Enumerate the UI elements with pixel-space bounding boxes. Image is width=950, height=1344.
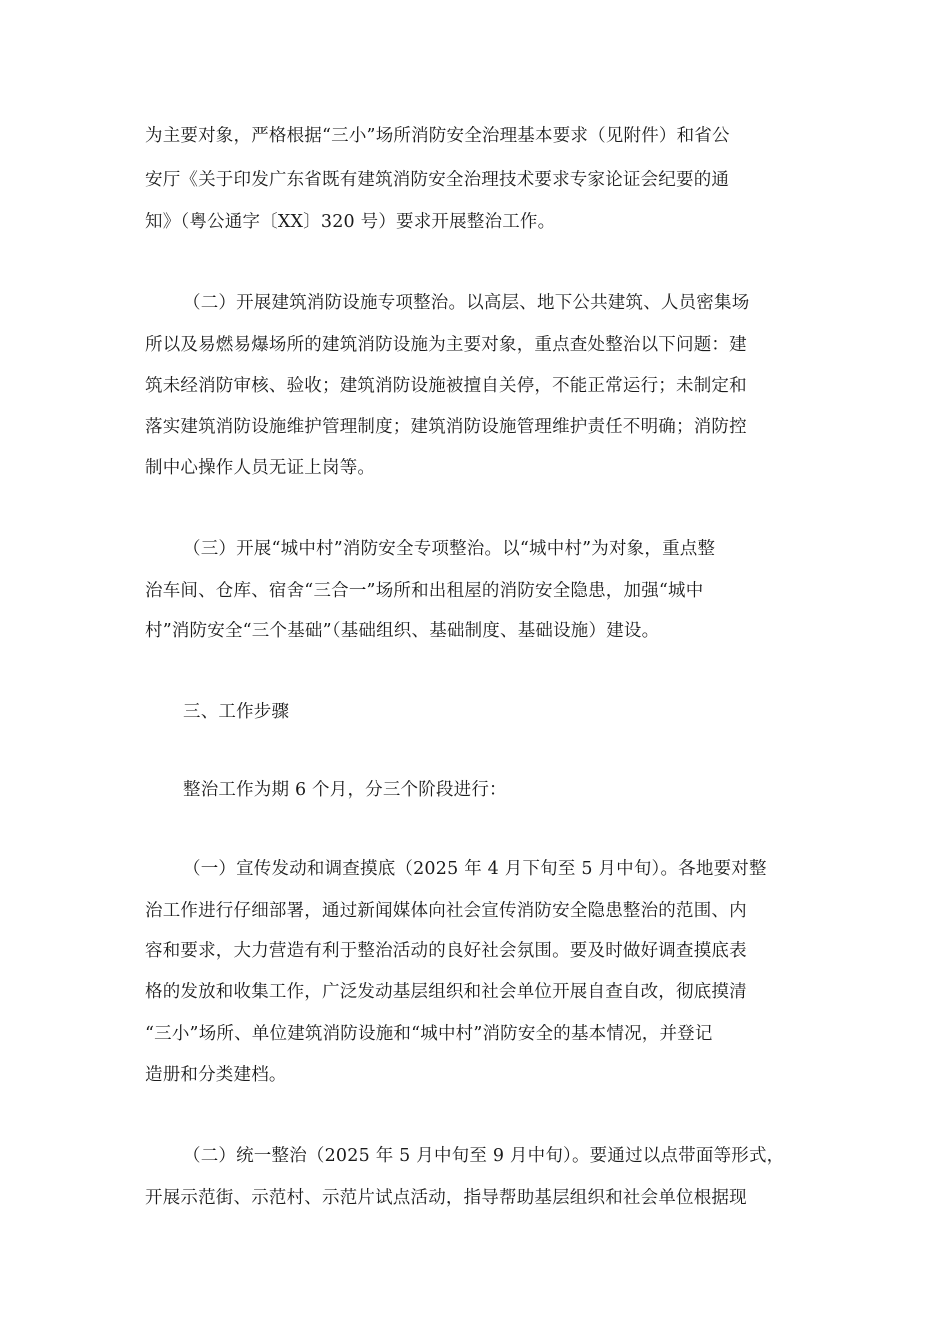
text-line: 知》（粤公通字〔XX〕320 号）要求开展整治工作。 bbox=[145, 212, 556, 232]
paragraph-first-line: （三）开展“城中村”消防安全专项整治。以“城中村”为对象，重点整 bbox=[183, 539, 716, 559]
text-line: 容和要求，大力营造有利于整治活动的良好社会氛围。要及时做好调查摸底表 bbox=[145, 941, 747, 961]
text-line: 安厅《关于印发广东省既有建筑消防安全治理技术要求专家论证会纪要的通 bbox=[145, 170, 730, 190]
text-line: 造册和分类建档。 bbox=[145, 1065, 287, 1085]
text-line: 治车间、仓库、宿舍“三合一”场所和出租屋的消防安全隐患，加强“城中 bbox=[145, 581, 704, 601]
text-line: 为主要对象，严格根据“三小”场所消防安全治理基本要求（见附件）和省公 bbox=[145, 126, 730, 146]
section-heading: 三、工作步骤 bbox=[183, 702, 290, 722]
text-line: 格的发放和收集工作，广泛发动基层组织和社会单位开展自查自改，彻底摸清 bbox=[145, 982, 747, 1002]
paragraph-first-line: 整治工作为期 6 个月，分三个阶段进行： bbox=[183, 780, 507, 800]
text-line: “三小”场所、单位建筑消防设施和“城中村”消防安全的基本情况，并登记 bbox=[145, 1024, 713, 1044]
paragraph-first-line: （二）开展建筑消防设施专项整治。以高层、地下公共建筑、人员密集场 bbox=[183, 293, 750, 313]
text-line: 筑未经消防审核、验收；建筑消防设施被擅自关停，不能正常运行；未制定和 bbox=[145, 376, 747, 396]
paragraph-first-line: （二）统一整治（2025 年 5 月中旬至 9 月中旬）。要通过以点带面等形式， bbox=[183, 1146, 785, 1166]
text-line: 村”消防安全“三个基础”（基础组织、基础制度、基础设施）建设。 bbox=[145, 621, 660, 641]
text-line: 落实建筑消防设施维护管理制度；建筑消防设施管理维护责任不明确；消防控 bbox=[145, 417, 747, 437]
text-line: 所以及易燃易爆场所的建筑消防设施为主要对象，重点查处整治以下问题：建 bbox=[145, 335, 747, 355]
text-line: 开展示范街、示范村、示范片试点活动，指导帮助基层组织和社会单位根据现 bbox=[145, 1188, 747, 1208]
paragraph-first-line: （一）宣传发动和调查摸底（2025 年 4 月下旬至 5 月中旬）。各地要对整 bbox=[183, 859, 767, 879]
text-line: 治工作进行仔细部署，通过新闻媒体向社会宣传消防安全隐患整治的范围、内 bbox=[145, 901, 747, 921]
text-line: 制中心操作人员无证上岗等。 bbox=[145, 458, 376, 478]
